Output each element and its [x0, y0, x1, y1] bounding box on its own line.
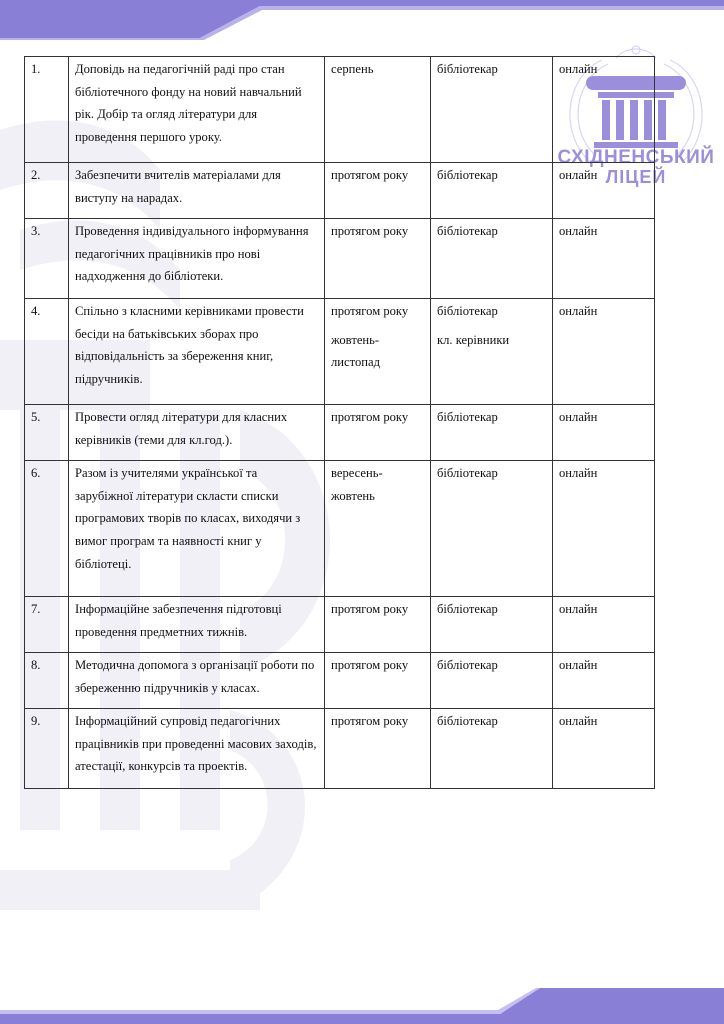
task-cell: Спільно з класними керівниками провести бесіди на батьківських зборах про відповідальність за збереження книг, підручників.: [69, 299, 325, 405]
table-row: [25, 653, 655, 709]
task-cell: Забезпечити вчителів матеріалами для виступу на нарадах.: [69, 163, 325, 219]
responsible-cell: бібліотекар: [431, 219, 553, 299]
row-number: 8.: [25, 653, 69, 709]
responsible-cell: бібліотекар: [431, 163, 553, 219]
table-row: [25, 597, 655, 653]
responsible-cell: бібліотекар: [431, 653, 553, 709]
logo-title: СХІДНЕНСЬКИЙ: [557, 147, 715, 168]
term-cell: [325, 299, 431, 405]
table-row: [25, 405, 655, 461]
term-cell: протягом року: [325, 219, 431, 299]
logo-subtitle: ЛІЦЕЙ: [605, 167, 667, 187]
form-cell: онлайн: [553, 299, 655, 405]
form-cell: онлайн: [553, 709, 655, 789]
header-decoration: [0, 0, 724, 40]
responsible-cell: бібліотекар: [431, 709, 553, 789]
footer-decoration: [0, 988, 724, 1024]
task-cell: Методична допомога з організації роботи по збереженню підручників у класах.: [69, 653, 325, 709]
row-number: 7.: [25, 597, 69, 653]
responsible-secondary: кл. керівники: [437, 332, 510, 347]
task-cell: Інформаційне забезпечення підготовці проведення предметних тижнів.: [69, 597, 325, 653]
table-row: [25, 299, 655, 405]
row-number: 9.: [25, 709, 69, 789]
row-number: 3.: [25, 219, 69, 299]
responsible-cell: бібліотекар: [431, 461, 553, 597]
responsible-primary: бібліотекар: [437, 304, 498, 318]
row-number: 1.: [25, 57, 69, 163]
row-number: 4.: [25, 299, 69, 405]
responsible-cell: бібліотекар: [431, 57, 553, 163]
row-number: 2.: [25, 163, 69, 219]
term-cell: протягом року: [325, 653, 431, 709]
form-cell: онлайн: [553, 163, 655, 219]
responsible-cell: бібліотекар: [431, 405, 553, 461]
table-row: [25, 163, 655, 219]
table-row: [25, 709, 655, 789]
form-cell: онлайн: [553, 653, 655, 709]
task-cell: Провести огляд літератури для класних керівників (теми для кл.год.).: [69, 405, 325, 461]
table-row: [25, 219, 655, 299]
table-row: [25, 57, 655, 163]
form-cell: онлайн: [553, 405, 655, 461]
form-cell: онлайн: [553, 57, 655, 163]
term-cell: протягом року: [325, 709, 431, 789]
task-cell: Інформаційний супровід педагогічних працівників при проведенні масових заходів, атестації, конкурсів та проектів.: [69, 709, 325, 789]
responsible-cell: бібліотекар: [431, 597, 553, 653]
term-cell: протягом року: [325, 597, 431, 653]
term-cell: протягом року: [325, 405, 431, 461]
row-number: 5.: [25, 405, 69, 461]
term-primary: протягом року: [331, 304, 409, 318]
term-secondary: жовтень-листопад: [331, 332, 380, 370]
row-number: 6.: [25, 461, 69, 597]
form-cell: онлайн: [553, 597, 655, 653]
term-cell: вересень-жовтень: [325, 461, 431, 597]
form-cell: онлайн: [553, 219, 655, 299]
term-cell: серпень: [325, 57, 431, 163]
task-cell: Проведення індивідуального інформування педагогічних працівників про нові надходження до бібліотеки.: [69, 219, 325, 299]
term-cell: протягом року: [325, 163, 431, 219]
work-plan-table: [24, 56, 655, 789]
table-row: [25, 461, 655, 597]
form-cell: онлайн: [553, 461, 655, 597]
responsible-cell: [431, 299, 553, 405]
task-cell: Доповідь на педагогічній раді про стан бібліотечного фонду на новий навчальний рік. Добір та огляд літератури для проведення першого уроку.: [69, 57, 325, 163]
task-cell: Разом із учителями української та зарубіжної літератури скласти списки програмових творів по класах, виходячи з вимог програм та наявності книг у бібліотеці.: [69, 461, 325, 597]
